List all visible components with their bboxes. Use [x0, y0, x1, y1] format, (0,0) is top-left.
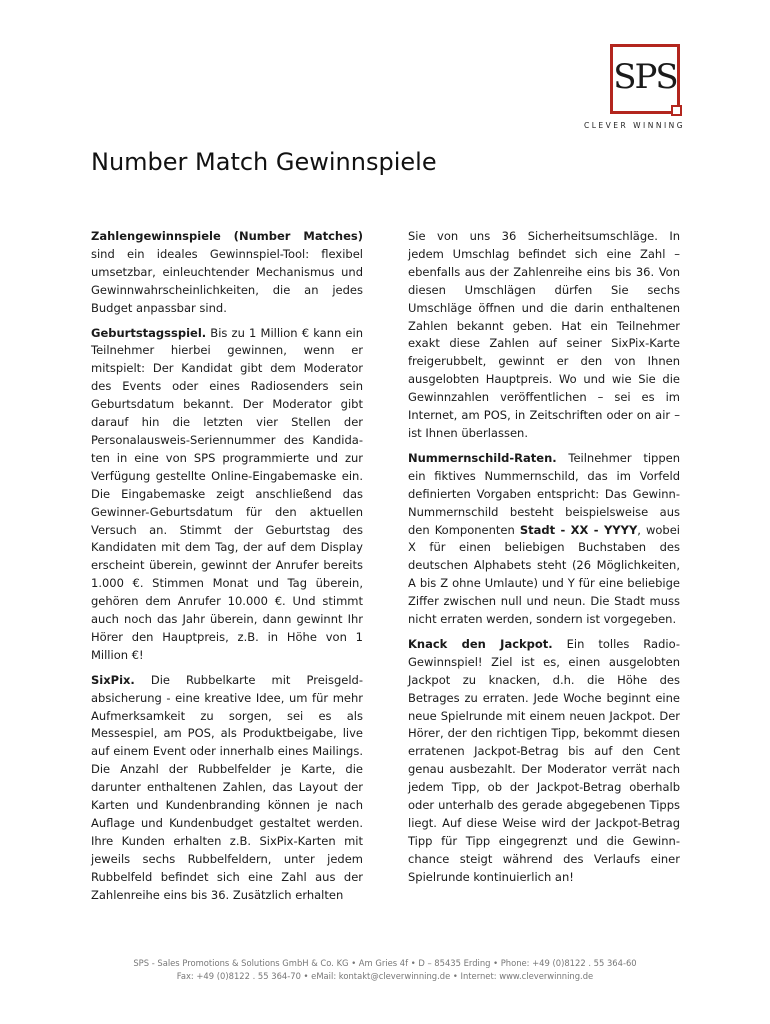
logo-corner-square — [671, 105, 682, 116]
paragraph-heading: Geburtstagsspiel. — [91, 325, 207, 340]
paragraph-body: , wobei X für einen beliebigen Buchstaben des deutschen Alphabets steht (26 Möglichkeiten, A bis Z ohne Umlaute) und Y für eine beliebige Ziffer zwischen null und neun. Die Stadt muss nicht erraten werden, sondern ist vorgegeben. — [408, 522, 680, 627]
page-title: Number Match Gewinnspiele — [91, 148, 437, 176]
left-column — [91, 228, 363, 912]
footer-line-address: SPS - Sales Promotions & Solutions GmbH & Co. KG • Am Gries 4f • D – 85435 Erding • Phone: +49 (0)8122 . 55 364-60 — [133, 958, 637, 968]
plate-format: Stadt - XX - YYYY — [519, 522, 638, 537]
paragraph-body: sind ein ideales Gewinnspiel-Tool: flexibel umsetzbar, einleuchtender Mechanismus und Gewinnwahrscheinlichkeiten, die an jedes Budget anpassbar sind. — [91, 246, 363, 315]
paragraph-body: Sie von uns 36 Sicherheitsumschläge. In jedem Umschlag befindet sich eine Zahl – ebenfalls aus der Zahlenreihe eins bis 36. Von diesen Umschlägen dürfen Sie sechs Umschläge öffnen und die darin enthaltenen Zahlen bekannt geben. Hat ein Teilnehmer exakt diese Zahlen auf seiner SixPix-Karte freigerubbelt, gewinnt er den von Ihnen ausgelobten Hauptpreis. Wo und wie Sie die Gewinnzahlen veröffentlichen – sei es im Internet, am POS, in Zeitschriften oder on air – ist Ihnen überlassen. — [408, 229, 680, 440]
paragraph-body: Ein tolles Radio-Gewinnspiel! Ziel ist es, einen ausgelobten Jackpot zu knacken, d.h. die Höhe des Betrages zu erraten. Jede Woche beginnt eine neue Spielrunde mit einem neuen Jackpot. Der Hörer, der den richtigen Tipp, bekommt diesen erratenen Jackpot-Betrag bis auf den Cent genau ausbezahlt. Der Moderator verrät nach jedem Tipp, ob der Jackpot-Betrag oberhalb oder unterhalb des gerade abgegebenen Tipps liegt. Auf diese Weise wird der Jackpot-Betrag Tipp für Tipp eingegrenzt und die Gewinnchance steigt während des Verlaufs einer Spielrunde kontinuierlich an! — [408, 636, 680, 884]
sps-logo — [610, 44, 680, 114]
paragraph-knack-den-jackpot — [408, 636, 680, 887]
paragraph-heading: Knack den Jackpot. — [408, 636, 553, 651]
footer-line-contact: Fax: +49 (0)8122 . 55 364-70 • eMail: kontakt@cleverwinning.de • Internet: www.cleverwinning.de — [176, 971, 594, 981]
paragraph-nummernschild-raten — [408, 450, 680, 629]
right-column — [408, 228, 680, 894]
paragraph-heading: SixPix. — [91, 672, 135, 687]
logo-text: SPS — [613, 57, 677, 97]
paragraph-sixpix — [91, 672, 363, 905]
logo-tagline: CLEVER WINNING — [584, 121, 686, 130]
paragraph-geburtstagsspiel — [91, 325, 363, 665]
paragraph-body: Teilnehmer tippen ein fiktives Nummernschild, das im Vorfeld definierten Vorgaben entspricht: Das Gewinn-Nummernschild besteht beispielsweise aus den Komponenten — [408, 450, 680, 537]
paragraph-body: Bis zu 1 Million € kann ein Teilnehmer hierbei gewinnen, wenn er mitspielt: Der Kandidat gibt dem Moderator des Events oder eines Radiosenders sein Geburtsdatum bekannt. Der Moderator gibt darauf hin die letzten vier Stellen der Personalausweis-Seriennummer des Kandidaten in eine von SPS programmierte und zur Verfügung gestellte Online-Eingabemaske ein. Die Eingabemaske zeigt anschließend das Gewinner-Geburtsdatum für den aktuellen Versuch an. Stimmt der Geburtstag des Kandidaten mit dem Tag, der auf dem Display erscheint überein, gewinnt der Anrufer bereits 1.000 €. Stimmen Monat und Tag überein, gehören dem Anrufer 10.000 €. Und stimmt auch noch das Jahr überein, dann gewinnt Ihr Hörer den Hauptpreis, z.B. in Höhe von 1 Million €! — [91, 325, 363, 662]
paragraph-body: Die Rubbelkarte mit Preisgeldabsicherung - eine kreative Idee, um für mehr Aufmerksamkeit zu sorgen, sei es als Messespiel, am POS, als Produktbeigabe, live auf einem Event oder innerhalb eines Mailings. Die Anzahl der Rubbelfelder je Karte, die darunter enthaltenen Zahlen, das Layout der Karten und Kundenbranding können je nach Auflage und Kundenbudget gestaltet werden. Ihre Kunden erhalten z.B. SixPix-Karten mit jeweils sechs Rubbelfeldern, unter jedem Rubbelfeld befindet sich eine Zahl aus der Zahlenreihe eins bis 36. Zusätzlich erhalten — [91, 672, 363, 902]
paragraph-heading: Nummernschild-Raten. — [408, 450, 557, 465]
paragraph-sixpix-continued — [408, 228, 680, 443]
paragraph-heading: Zahlengewinnspiele (Number Matches) — [91, 229, 363, 243]
paragraph-zahlengewinnspiele — [91, 228, 363, 318]
footer — [0, 957, 770, 983]
